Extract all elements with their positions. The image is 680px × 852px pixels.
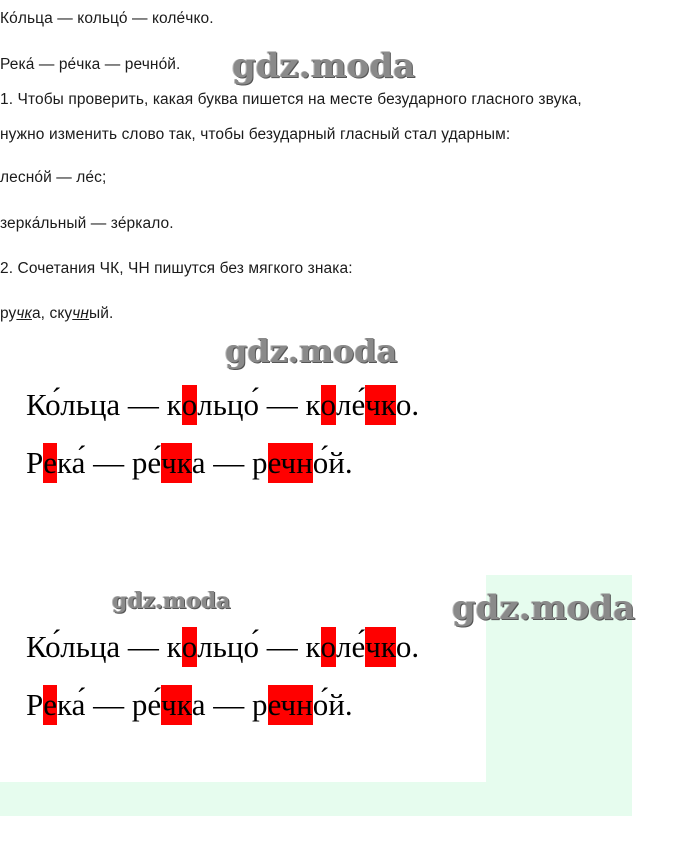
- word-part: ка́ — ре́: [57, 687, 162, 722]
- text-line-1: Ко́льца — кольцо́ — коле́чко.: [0, 10, 214, 27]
- example-part: ру: [0, 305, 17, 322]
- word-part: о́й.: [312, 445, 353, 480]
- highlight: чк: [365, 627, 396, 667]
- highlight: чк: [161, 685, 192, 725]
- watermark: gdz.moda: [452, 588, 636, 628]
- word-part: льцо́ — к: [197, 629, 321, 664]
- example-part: ый.: [89, 305, 114, 322]
- word-part: о.: [395, 629, 420, 664]
- text-line-4: нужно изменить слово так, чтобы безударный гласный стал ударным:: [0, 126, 511, 143]
- answer-2-row-1: [26, 627, 419, 667]
- word-part: о́й.: [312, 687, 353, 722]
- text-line-2: Река́ — ре́чка — речно́й.: [0, 56, 181, 73]
- word-part: льцо́ — к: [197, 387, 321, 422]
- watermark: gdz.moda: [225, 332, 398, 370]
- text-line-3: 1. Чтобы проверить, какая буква пишется на месте безударного гласного звука,: [0, 91, 582, 108]
- word-part: Р: [26, 687, 44, 722]
- word-part: о.: [395, 387, 420, 422]
- example-underlined: чн: [72, 305, 90, 322]
- word-part: ле́: [336, 387, 366, 422]
- word-part: а — р: [191, 687, 268, 722]
- word-part: а — р: [191, 445, 268, 480]
- highlight: чк: [365, 385, 396, 425]
- highlight: о: [182, 627, 198, 667]
- answer-2-row-2: [26, 685, 353, 725]
- word-part: ка́ — ре́: [57, 445, 162, 480]
- green-panel-bottom: [0, 782, 632, 816]
- word-part: Ко́льца — к: [26, 387, 182, 422]
- watermark: gdz.moda: [112, 588, 231, 614]
- highlight: о: [321, 385, 337, 425]
- highlight: чк: [161, 443, 192, 483]
- text-line-5: лесно́й — ле́с;: [0, 169, 107, 186]
- highlight: о: [321, 627, 337, 667]
- watermark: gdz.moda: [232, 46, 416, 86]
- example-line: [0, 304, 113, 324]
- highlight: ечн: [268, 685, 313, 725]
- word-part: Р: [26, 445, 44, 480]
- example-part: а, ску: [31, 305, 73, 322]
- highlight: ечн: [268, 443, 313, 483]
- text-line-7: 2. Сочетания ЧК, ЧН пишутся без мягкого знака:: [0, 260, 353, 277]
- answer-1-row-2: [26, 443, 353, 483]
- word-part: Ко́льца — к: [26, 629, 182, 664]
- example-underlined: чк: [16, 305, 32, 322]
- highlight: е: [43, 685, 57, 725]
- word-part: ле́: [336, 629, 366, 664]
- text-line-6: зерка́льный — зе́ркало.: [0, 215, 174, 232]
- answer-1-row-1: [26, 385, 419, 425]
- highlight: е: [43, 443, 57, 483]
- highlight: о: [182, 385, 198, 425]
